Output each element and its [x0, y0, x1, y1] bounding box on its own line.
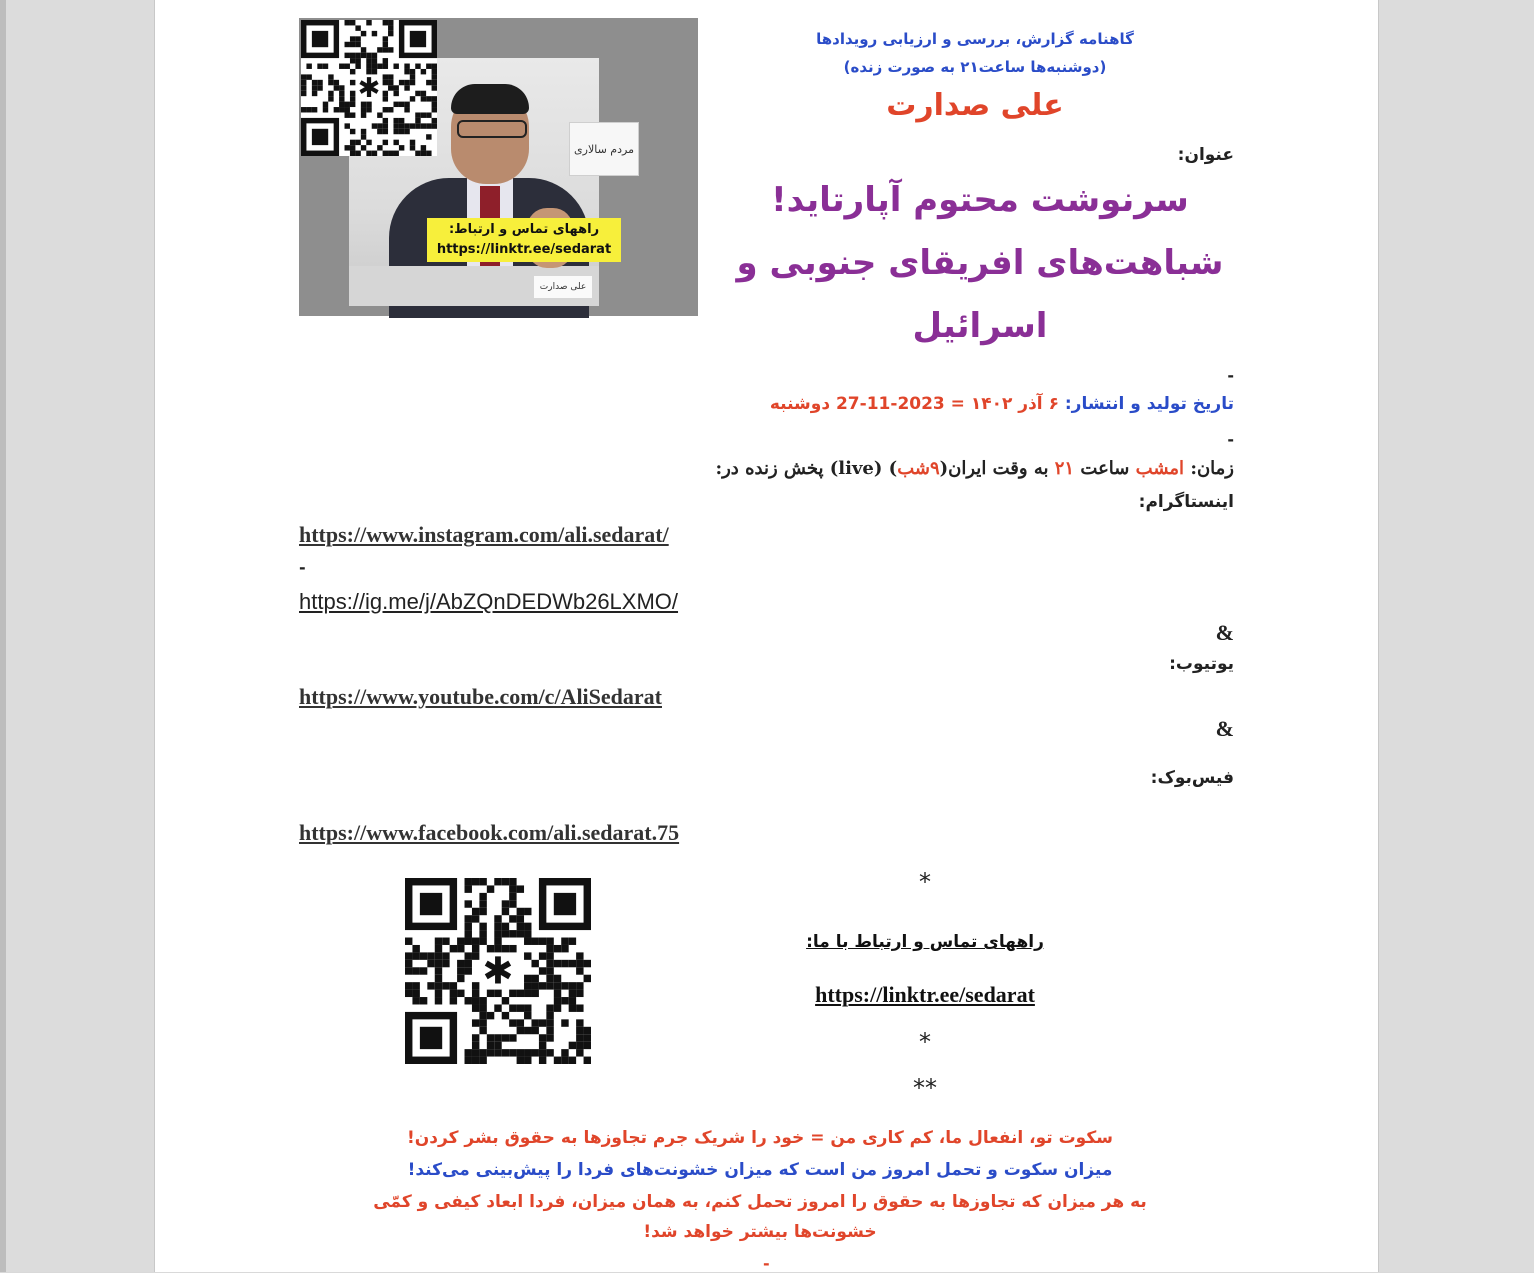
star-2: *	[919, 1028, 931, 1056]
footer-line1: سکوت تو، انفعال ما، کم کاری من = خود را شریک جرم تجاوزها به حقوق بشر کردن!	[407, 1128, 1113, 1148]
time-nine: ۹شب	[897, 458, 940, 479]
star-1: *	[919, 868, 931, 896]
footer-line3: به هر میزان که تجاوزها به حقوق را امروز تحمل کنم، به همان میزان، فردا ابعاد کیفی و کمّی	[373, 1192, 1147, 1212]
author-name: علی صدارت	[886, 88, 1064, 123]
footer-line4: خشونت‌ها بیشتر خواهد شد!	[643, 1222, 877, 1242]
contact-banner	[427, 218, 621, 262]
header-line2: (دوشنبه‌ها ساعت۲۱ به صورت زنده)	[843, 58, 1107, 76]
facebook-link[interactable]: https://www.facebook.com/ali.sedarat.75	[299, 820, 680, 845]
footer-dash: -	[763, 1254, 770, 1273]
time-rest1: به وقت ایران(	[939, 458, 1049, 479]
separator-dash-2: -	[1227, 430, 1234, 449]
sign-placard: مردم سالاری	[569, 122, 639, 176]
qr-center-mark-icon: ✱	[482, 948, 514, 993]
photo-hair	[451, 84, 529, 114]
contact-link[interactable]: https://linktr.ee/sedarat	[815, 982, 1035, 1007]
time-rest2: ) (live) پخش زنده در:	[715, 458, 898, 479]
ampersand-2: &	[1215, 716, 1234, 741]
header-line1: گاهنامه گزارش، بررسی و ارزیابی رویدادها	[816, 30, 1134, 48]
publish-date	[770, 394, 1234, 414]
banner-line2: https://linktr.ee/sedarat	[436, 242, 612, 257]
time-hour: ۲۱	[1054, 458, 1075, 479]
contact-title: راههای تماس و ارتباط با ما:	[806, 932, 1044, 952]
title-label: عنوان:	[1177, 145, 1234, 165]
viewer-right-margin	[1378, 0, 1534, 1272]
title-line3: اسرائیل	[912, 306, 1048, 346]
date-label: تاریخ تولید و انتشار:	[1064, 394, 1234, 414]
separator-dash-3: -	[299, 558, 306, 577]
photo-nameplate: علی صدارت	[534, 276, 592, 298]
qr-code-graphic	[301, 20, 437, 156]
ampersand-1: &	[1215, 620, 1234, 645]
banner-line1: راههای تماس و ارتباط:	[448, 222, 600, 237]
instagram-link[interactable]: https://www.instagram.com/ali.sedarat/	[299, 522, 669, 547]
document-page	[155, 0, 1378, 1272]
title-line1: سرنوشت محتوم آپارتاید!	[771, 180, 1189, 220]
viewer-left-margin	[0, 0, 155, 1272]
time-tonight: امشب	[1135, 458, 1185, 479]
star-3: **	[913, 1074, 937, 1102]
photo-glasses	[457, 120, 527, 138]
youtube-link[interactable]: https://www.youtube.com/c/AliSedarat	[299, 684, 662, 709]
qr-center-mark-icon: ✱	[357, 73, 381, 105]
separator-dash: -	[1227, 366, 1234, 385]
qr-code-icon-2	[404, 878, 592, 1064]
date-value: ۶ آذر ۱۴۰۲ = 2023-11-27 دوشنبه	[769, 394, 1059, 414]
ig-me-link[interactable]: https://ig.me/j/AbZQnDEDWb26LXMO/	[299, 589, 679, 614]
youtube-label: یوتیوب:	[1169, 654, 1234, 674]
header-image	[299, 18, 698, 316]
time-at: ساعت	[1080, 458, 1130, 479]
qr-code-graphic-2	[404, 878, 592, 1064]
qr-code-icon	[301, 20, 437, 156]
footer-line2: میزان سکوت و تحمل امروز من است که میزان خشونت‌های فردا را پیش‌بینی می‌کند!	[407, 1160, 1113, 1180]
time-label: زمان:	[1190, 458, 1234, 479]
broadcast-time	[715, 458, 1234, 479]
edge-strip	[0, 0, 6, 1272]
title-line2: شباهت‌های افریقای جنوبی و	[736, 243, 1224, 283]
facebook-label: فیس‌بوک:	[1150, 768, 1234, 788]
instagram-label: اینستاگرام:	[1138, 492, 1234, 512]
